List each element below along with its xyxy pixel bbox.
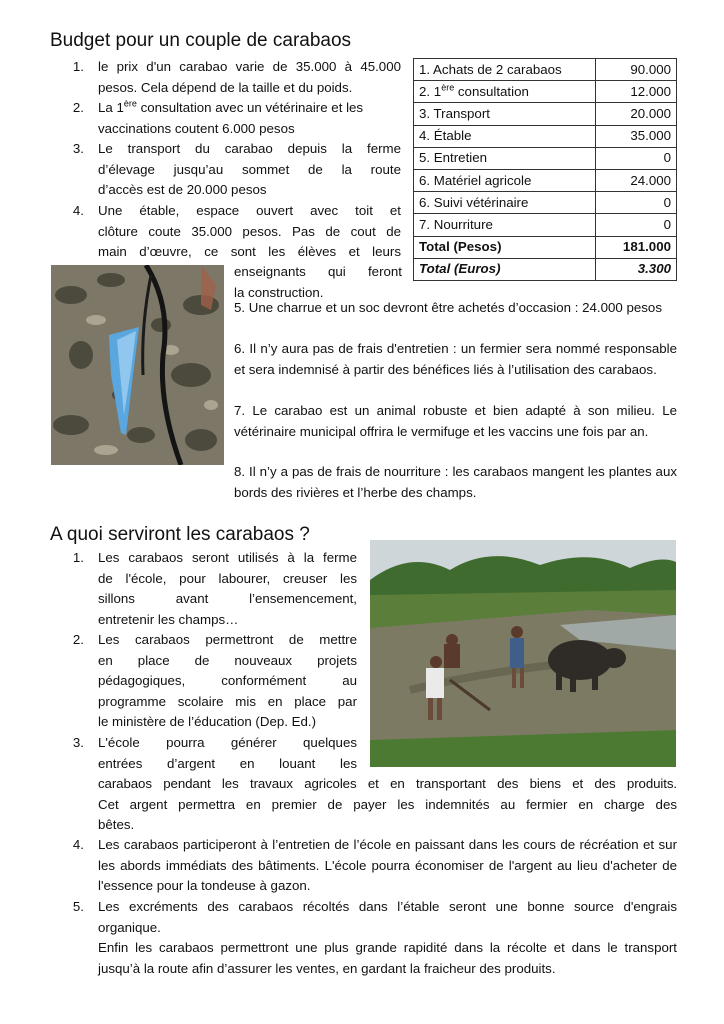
list-item [98, 98, 401, 139]
list-item-line: le prix d'un carabao varie de 35.000 à 45.000 [98, 59, 401, 74]
list-number: 3. [72, 735, 84, 750]
list-item [98, 630, 357, 733]
section-title-budget: Budget pour un couple de carabaos [50, 30, 352, 51]
table-cell-value: 3.300 [596, 258, 677, 280]
list-number: 2. [72, 632, 84, 647]
superscript: ère [441, 82, 455, 93]
list-item-line: d’élevage jusqu’au sommet de la route [98, 161, 401, 177]
list-item [98, 733, 677, 836]
list-number: 4. [72, 203, 84, 218]
list-item-line: Cet argent permettra en premier de payer les indemnités au fermier en charge des [98, 796, 677, 812]
list-item-line: sillons avant l’ensemencement, [98, 591, 357, 606]
list-number: 1. [72, 59, 84, 74]
table-row [414, 192, 677, 214]
list-item-line: Les carabaos permettront de mettre [98, 632, 357, 647]
table-row [414, 214, 677, 236]
list-item-line [98, 98, 401, 119]
table-row [414, 103, 677, 125]
note-8: 8. Il n’y a pas de frais de nourriture : les carabaos mangent les plantes aux bords des rivières et l’herbe des champs. [234, 464, 677, 500]
list-item: Les carabaos participeront à l’entretien de l’école en paissant dans les cours de récréation et sur les abords immédiats des bâtiments. L'école pourra économiser de l'argent au lieu d'acheter de l'essence pour la tondeuse à gazon. [98, 837, 677, 893]
list-item-line: entretenir les champs… [98, 611, 239, 627]
section-title-uses: A quoi serviront les carabaos ? [50, 524, 310, 545]
table-row [414, 59, 677, 81]
cell-text: 2. 1 [419, 83, 442, 99]
list-item-line: programme scolaire mis en place par [98, 693, 357, 709]
table-cell-value: 181.000 [596, 236, 677, 258]
list-number: 5. [72, 899, 84, 914]
list-item-line: bêtes. [98, 817, 135, 832]
table-cell-value: 35.000 [596, 125, 677, 147]
list-item-line: le ministère de l’éducation (Dep. Ed.) [98, 714, 317, 729]
list-item-line: en place de nouveaux projets [98, 652, 357, 668]
table-row [414, 169, 677, 191]
list-item-line: d’accès est de 20.000 pesos [98, 182, 267, 197]
list-item-line: pédagogiques, conformément au [98, 673, 357, 688]
list-item [98, 57, 401, 98]
list-item-line: la construction. [234, 284, 324, 300]
cell-text: consultation [454, 83, 529, 99]
table-cell-value: 0 [596, 214, 677, 236]
list-item: Les excréments des carabaos récoltés dans l’étable seront une bonne source d'engrais organique. [98, 899, 677, 935]
list-item-line: L'école pourra générer quelques [98, 735, 357, 750]
list-item-text: La 1 [98, 100, 124, 115]
list-item [98, 201, 401, 263]
table-cell-label: 6. Matériel agricole [414, 169, 596, 191]
table-row [414, 81, 677, 103]
table-cell-label: 6. Suivi vétérinaire [414, 192, 596, 214]
table-row-total-euros [414, 258, 677, 280]
list-number: 3. [72, 141, 84, 156]
list-number: 1. [72, 550, 84, 565]
note-6: 6. Il n’y aura pas de frais d'entretien : un fermier sera nommé responsable et sera indemnisé à partir des bénéfices liés à l’utilisation des carabaos. [234, 341, 677, 377]
list-item-line: main d’œuvre, ce sont les élèves et leurs [98, 244, 401, 259]
table-cell-label: Total (Euros) [414, 258, 596, 280]
list-item-line: vaccinations coutent 6.000 pesos [98, 120, 295, 136]
list-item-line: Le transport du carabao depuis la ferme [98, 141, 401, 156]
table-cell-value: 0 [596, 192, 677, 214]
list-item-line: pesos. Cela dépend de la taille et du poids. [98, 79, 353, 95]
table-cell-label: 3. Transport [414, 103, 596, 125]
list-item-line: Les carabaos seront utilisés à la ferme [98, 550, 357, 565]
closing-paragraph: Enfin les carabaos permettront une plus grande rapidité dans la récolte et dans le transport jusqu’à la route afin d’assurer les ventes, en gardant la fraicheur des produits. [98, 940, 677, 976]
table-cell-label [414, 81, 596, 103]
superscript: ère [123, 98, 137, 109]
table-cell-value: 24.000 [596, 169, 677, 191]
table-cell-label: 1. Achats de 2 carabaos [414, 59, 596, 81]
table-cell-value: 20.000 [596, 103, 677, 125]
list-number: 4. [72, 837, 84, 852]
list-item-line: entrées d’argent en louant les [98, 755, 357, 771]
list-item-line: carabaos pendant les travaux agricoles et en transportant des biens et des produits. [98, 776, 677, 791]
table-row-total-pesos [414, 236, 677, 258]
list-item-text: consultation avec un vétérinaire et les [136, 100, 364, 115]
list-item-line: Une étable, espace ouvert avec toit et [98, 203, 401, 218]
list-item-line: de l'école, pour labourer, creuser les [98, 570, 357, 586]
table-cell-label: 7. Nourriture [414, 214, 596, 236]
table-cell-label: Total (Pesos) [414, 236, 596, 258]
note-5: 5. Une charrue et un soc devront être achetés d’occasion : 24.000 pesos [234, 300, 662, 315]
table-cell-value: 90.000 [596, 59, 677, 81]
table-cell-value: 0 [596, 147, 677, 169]
table-cell-value: 12.000 [596, 81, 677, 103]
table-row [414, 125, 677, 147]
list-item-continued [234, 262, 402, 303]
table-cell-label: 4. Étable [414, 125, 596, 147]
list-item [98, 139, 401, 201]
note-7: 7. Le carabao est un animal robuste et bien adapté à son milieu. Le vétérinaire municipal offrira le vermifuge et les vaccins une fois par an. [234, 403, 677, 439]
list-item [98, 548, 357, 630]
plough-photo [51, 265, 224, 465]
table-cell-label: 5. Entretien [414, 147, 596, 169]
list-item-line: enseignants qui feront [234, 264, 402, 279]
table-row [414, 147, 677, 169]
list-item-line: clôture coute 35.000 pesos. Pas de cout de [98, 223, 401, 239]
list-number: 2. [72, 100, 84, 115]
budget-table [413, 58, 677, 281]
